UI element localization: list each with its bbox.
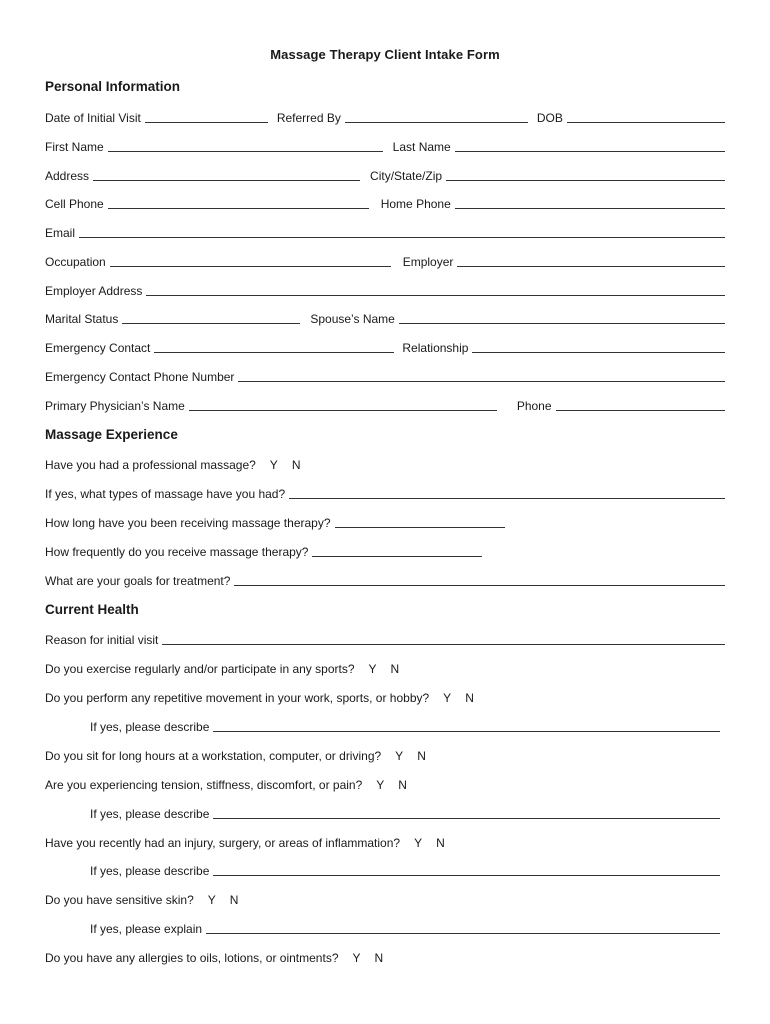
explain-label: If yes, please explain <box>90 922 203 936</box>
yes-option[interactable]: Y <box>269 458 278 472</box>
no-option[interactable]: N <box>390 662 400 676</box>
dob-label: DOB <box>536 111 563 125</box>
injury-label: Have you recently had an injury, surgery, or areas of inflammation? <box>45 836 401 850</box>
row-sensitive-skin <box>45 889 725 907</box>
how-often-field[interactable] <box>312 544 482 557</box>
row-had-massage <box>45 454 725 472</box>
initial-visit-label: Date of Initial Visit <box>45 111 141 125</box>
physician-label: Primary Physician’s Name <box>45 399 185 413</box>
yes-option[interactable]: Y <box>414 836 423 850</box>
row-marital <box>45 308 725 326</box>
yes-option[interactable]: Y <box>207 893 216 907</box>
yes-option[interactable]: Y <box>376 778 385 792</box>
row-emergency-phone <box>45 366 725 384</box>
form-title: Massage Therapy Client Intake Form <box>270 47 500 62</box>
section-current-health: Current Health <box>45 602 139 617</box>
row-tension-describe <box>90 803 720 821</box>
sit-long-label: Do you sit for long hours at a workstation, computer, or driving? <box>45 749 382 763</box>
no-option[interactable]: N <box>398 778 407 792</box>
row-exercise <box>45 658 725 676</box>
spouse-name-label: Spouse’s Name <box>310 312 395 326</box>
address-field[interactable] <box>93 168 360 181</box>
no-option[interactable]: N <box>291 458 301 472</box>
row-email <box>45 222 725 240</box>
first-name-field[interactable] <box>108 139 383 152</box>
massage-types-label: If yes, what types of massage have you had? <box>45 487 286 501</box>
yes-option[interactable]: Y <box>368 662 377 676</box>
referred-by-label: Referred By <box>276 111 341 125</box>
home-phone-field[interactable] <box>455 196 725 209</box>
spouse-name-field[interactable] <box>399 311 725 324</box>
how-often-label: How frequently do you receive massage therapy? <box>45 545 309 559</box>
no-option[interactable]: N <box>417 749 426 763</box>
referred-by-field[interactable] <box>345 110 528 123</box>
how-long-label: How long have you been receiving massage therapy? <box>45 516 331 530</box>
allergies-label: Do you have any allergies to oils, lotions, or ointments? <box>45 951 339 965</box>
email-field[interactable] <box>79 225 725 238</box>
home-phone-label: Home Phone <box>380 197 451 211</box>
row-physician <box>45 395 725 413</box>
city-state-zip-label: City/State/Zip <box>370 169 443 183</box>
occupation-label: Occupation <box>45 255 106 269</box>
repetitive-label: Do you perform any repetitive movement in your work, sports, or hobby? <box>45 691 430 705</box>
emergency-contact-label: Emergency Contact <box>45 341 151 355</box>
no-option[interactable]: N <box>436 836 445 850</box>
dob-field[interactable] <box>567 110 725 123</box>
occupation-field[interactable] <box>110 254 391 267</box>
physician-field[interactable] <box>189 398 497 411</box>
physician-phone-label: Phone <box>516 399 552 413</box>
describe-label: If yes, please describe <box>90 807 210 821</box>
row-phones <box>45 193 725 211</box>
employer-label: Employer <box>402 255 454 269</box>
row-goals <box>45 570 725 588</box>
row-repetitive <box>45 687 725 705</box>
relationship-label: Relationship <box>402 341 469 355</box>
email-label: Email <box>45 226 76 240</box>
row-occupation <box>45 251 725 269</box>
injury-describe-field[interactable] <box>213 863 720 876</box>
section-personal-information: Personal Information <box>45 79 181 94</box>
row-visit-referral-dob <box>45 107 725 125</box>
row-reason <box>45 629 725 647</box>
last-name-label: Last Name <box>392 140 451 154</box>
tension-describe-field[interactable] <box>213 806 720 819</box>
no-option[interactable]: N <box>465 691 474 705</box>
emergency-phone-field[interactable] <box>238 369 725 382</box>
marital-status-field[interactable] <box>122 311 300 324</box>
reason-label: Reason for initial visit <box>45 633 159 647</box>
repetitive-describe-field[interactable] <box>213 719 720 732</box>
employer-address-field[interactable] <box>146 283 725 296</box>
employer-field[interactable] <box>457 254 725 267</box>
relationship-field[interactable] <box>472 340 725 353</box>
row-address <box>45 165 725 183</box>
row-injury <box>45 832 725 850</box>
tension-label: Are you experiencing tension, stiffness, discomfort, or pain? <box>45 778 363 792</box>
row-how-often <box>45 541 725 559</box>
physician-phone-field[interactable] <box>556 398 725 411</box>
no-option[interactable]: N <box>229 893 239 907</box>
yes-option[interactable]: Y <box>395 749 404 763</box>
cell-phone-label: Cell Phone <box>45 197 104 211</box>
yes-option[interactable]: Y <box>443 691 452 705</box>
address-label: Address <box>45 169 90 183</box>
row-skin-explain <box>90 918 720 936</box>
row-employer-address <box>45 280 725 298</box>
initial-visit-field[interactable] <box>145 110 268 123</box>
row-emergency-contact <box>45 337 725 355</box>
row-massage-types <box>45 483 725 501</box>
row-sit-long <box>45 745 725 763</box>
goals-label: What are your goals for treatment? <box>45 574 231 588</box>
emergency-phone-label: Emergency Contact Phone Number <box>45 370 235 384</box>
emergency-contact-field[interactable] <box>154 340 394 353</box>
describe-label: If yes, please describe <box>90 864 210 878</box>
row-tension <box>45 774 725 792</box>
row-how-long <box>45 512 725 530</box>
skin-explain-field[interactable] <box>206 921 720 934</box>
exercise-label: Do you exercise regularly and/or participate in any sports? <box>45 662 355 676</box>
describe-label: If yes, please describe <box>90 720 210 734</box>
cell-phone-field[interactable] <box>108 196 369 209</box>
marital-status-label: Marital Status <box>45 312 119 326</box>
last-name-field[interactable] <box>455 139 725 152</box>
first-name-label: First Name <box>45 140 104 154</box>
no-option[interactable]: N <box>374 951 384 965</box>
sensitive-skin-label: Do you have sensitive skin? <box>45 893 194 907</box>
reason-field[interactable] <box>162 632 725 645</box>
row-repetitive-describe <box>90 716 720 734</box>
yes-option[interactable]: Y <box>352 951 361 965</box>
had-massage-label: Have you had a professional massage? <box>45 458 256 472</box>
employer-address-label: Employer Address <box>45 284 143 298</box>
row-name <box>45 136 725 154</box>
city-state-zip-field[interactable] <box>446 168 725 181</box>
massage-types-field[interactable] <box>289 486 725 499</box>
goals-field[interactable] <box>234 573 725 586</box>
row-allergies <box>45 947 725 965</box>
section-massage-experience: Massage Experience <box>45 427 178 442</box>
how-long-field[interactable] <box>335 515 505 528</box>
row-injury-describe <box>90 860 720 878</box>
